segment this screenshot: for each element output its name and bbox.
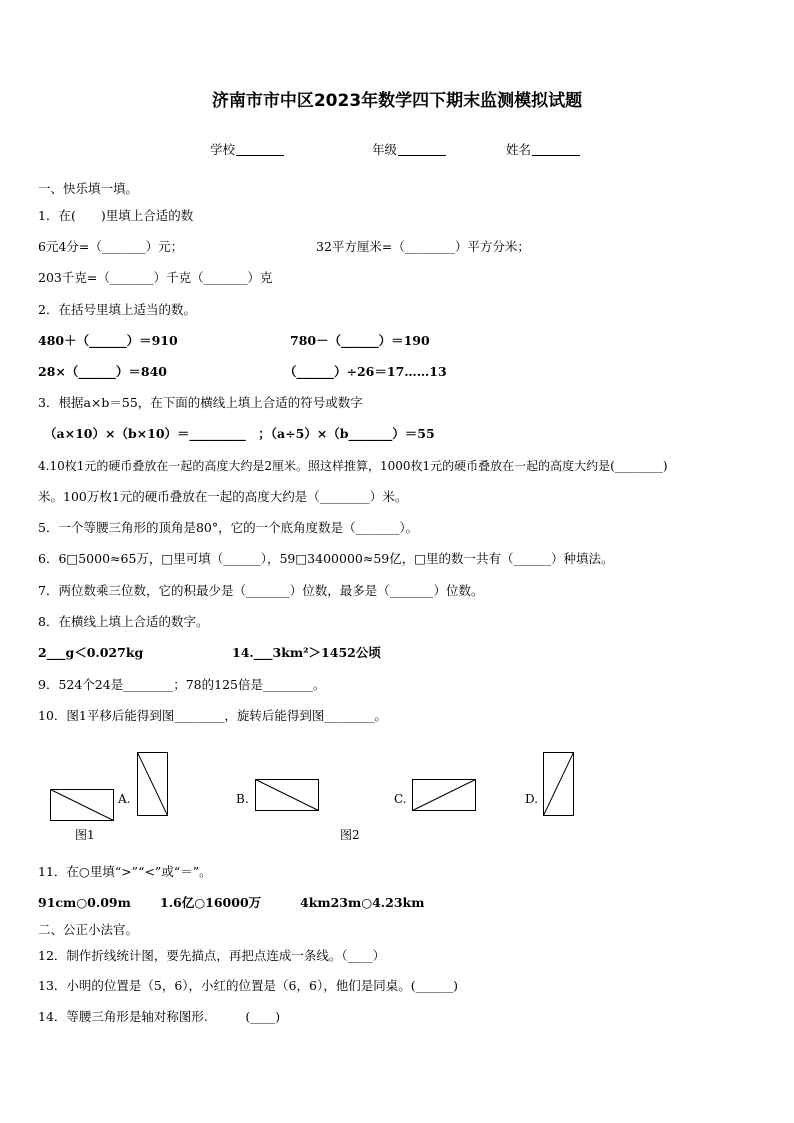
- q2-stem: 2．在括号里填上适当的数。: [38, 302, 196, 317]
- q5: 5．一个等腰三角形的顶角是80°，它的一个底角度数是（_______）。: [38, 520, 419, 535]
- exam-title: 济南市市中区2023年数学四下期末监测模拟试题: [211, 91, 583, 111]
- q9: 9．524个24是________；78的125倍是________。: [38, 677, 326, 692]
- figure-c-label: C.: [394, 792, 407, 806]
- q4-line1: 4.10枚1元的硬币叠放在一起的高度大约是2厘米。照这样推算，1000枚1元的硬币叠放在一起的高度大约是(________): [38, 459, 668, 473]
- figure-1-rectangle: [50, 789, 114, 821]
- name-blank[interactable]: [532, 143, 580, 156]
- figure-c-rectangle: [412, 779, 476, 811]
- grade-field: [372, 140, 446, 158]
- figure-1-svg: [50, 789, 114, 821]
- school-blank[interactable]: [236, 143, 284, 156]
- figure-a-svg: [137, 752, 168, 816]
- q10: 10．图1平移后能得到图________，旋转后能得到图________。: [38, 708, 387, 723]
- q8-stem: 8．在横线上填上合适的数字。: [38, 614, 209, 629]
- q8-a: 2___g＜0.027kg: [38, 645, 144, 660]
- q1-c: 203千克=（_______）千克（_______）克: [38, 270, 273, 285]
- q2-c: 28×（______）＝840: [38, 364, 167, 379]
- q3-stem: 3．根据a×b＝55，在下面的横线上填上合适的符号或数字: [38, 395, 363, 410]
- figure-d-svg: [543, 752, 574, 816]
- q4-line2: 米。100万枚1元的硬币叠放在一起的高度大约是（________）米。: [38, 489, 408, 504]
- q1-b: 32平方厘米=（________）平方分米；: [316, 239, 530, 254]
- grade-blank[interactable]: [398, 143, 446, 156]
- figure-c-svg: [412, 779, 476, 811]
- school-label: 学校: [210, 142, 236, 157]
- q3-line: （a×10）×（b×10）＝_________ ；（a÷5）×（b_______）＝55: [44, 426, 435, 441]
- figure-b-label: B.: [236, 792, 249, 806]
- figure-2-caption: 图2: [340, 828, 360, 842]
- q12: 12．制作折线统计图，要先描点，再把点连成一条线。（____）: [38, 948, 386, 963]
- figure-b-rectangle: [255, 779, 319, 811]
- figure-1-caption: 图1: [75, 828, 95, 842]
- q11-stem: 11．在○里填“>”“<”或“＝”。: [38, 864, 212, 879]
- q1-a: 6元4分=（_______）元；: [38, 239, 184, 254]
- figure-d-label: D.: [525, 792, 539, 806]
- q11-b: 1.6亿○16000万: [160, 895, 262, 910]
- grade-label: 年级: [372, 142, 398, 157]
- q2-a: 480＋（______）＝910: [38, 333, 178, 348]
- figure-b-svg: [255, 779, 319, 811]
- q7: 7．两位数乘三位数，它的积最少是（_______）位数，最多是（_______）位数。: [38, 583, 484, 598]
- section-2-heading: 二、公正小法官。: [38, 922, 139, 937]
- section-1-heading: 一、快乐填一填。: [38, 181, 139, 196]
- q2-d: （______）÷26＝17……13: [284, 364, 447, 379]
- q13: 13．小明的位置是（5，6），小红的位置是（6，6），他们是同桌。(______): [38, 978, 458, 993]
- q1-stem: 1．在( )里填上合适的数: [38, 208, 194, 223]
- figure-a-label: A.: [118, 792, 131, 806]
- q11-a: 91cm○0.09m: [38, 895, 131, 910]
- name-label: 姓名: [506, 142, 532, 157]
- school-field: [210, 140, 284, 158]
- q14: 14．等腰三角形是轴对称图形. (____): [38, 1009, 281, 1024]
- figure-a-rectangle: [137, 752, 168, 816]
- q8-b: 14.___3km²＞1452公顷: [232, 645, 381, 660]
- q2-b: 780－（______）＝190: [290, 333, 430, 348]
- figure-d-rectangle: [543, 752, 574, 816]
- name-field: [506, 140, 580, 158]
- q11-c: 4km23m○4.23km: [300, 895, 425, 910]
- q6: 6．6□5000≈65万，□里可填（______），59□3400000≈59亿，□里的数一共有（______）种填法。: [38, 551, 614, 566]
